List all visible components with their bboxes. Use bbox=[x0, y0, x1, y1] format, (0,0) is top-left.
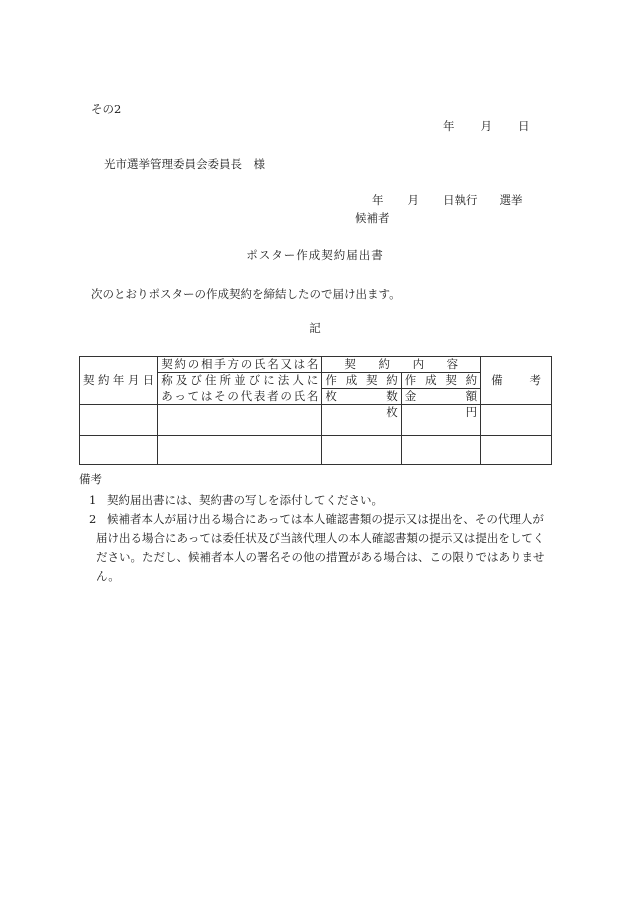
header-contract-date: 契約年月日 bbox=[80, 357, 158, 405]
cell-amount[interactable] bbox=[401, 405, 480, 436]
cell-remarks[interactable] bbox=[481, 405, 552, 436]
header-party-line-3: あってはその代表者の氏名 bbox=[158, 389, 322, 405]
election-line bbox=[372, 195, 523, 207]
cell-party[interactable] bbox=[158, 436, 322, 465]
date-day-label: 日 bbox=[518, 119, 530, 133]
date-month-label: 月 bbox=[480, 119, 492, 133]
note-item bbox=[79, 510, 553, 586]
cell-qty[interactable] bbox=[322, 405, 401, 436]
candidate-label: 候補者 bbox=[355, 211, 390, 225]
cell-qty[interactable] bbox=[322, 436, 401, 465]
header-qty-line-2: 枚数 bbox=[322, 389, 401, 405]
cell-date[interactable] bbox=[80, 405, 158, 436]
election-day-label: 日執行 bbox=[443, 193, 478, 207]
cell-amount[interactable] bbox=[401, 436, 480, 465]
document-title: ポスター作成契約届出書 bbox=[246, 248, 384, 262]
note-text: 契約届出書には、契約書の写しを添付してください。 bbox=[107, 493, 383, 507]
form-number: その2 bbox=[91, 102, 122, 116]
election-year-label: 年 bbox=[372, 193, 384, 207]
election-type-label: 選挙 bbox=[499, 193, 523, 207]
note-number: 2 bbox=[89, 512, 97, 526]
header-remarks: 備考 bbox=[481, 357, 552, 405]
submission-date bbox=[443, 121, 530, 133]
header-amt-line-2: 金額 bbox=[401, 389, 480, 405]
header-qty-line-1: 作成契約 bbox=[322, 373, 401, 389]
header-contract-content: 契約内容 bbox=[322, 357, 481, 373]
note-text: 候補者本人が届け出る場合にあっては本人確認書類の提示又は提出を、その代理人が届け出る場合にあっては委任状及び当該代理人の本人確認書類の提示又は提出をしてください。ただし、候補者本人の署名その他の措置がある場合は、この限りではありません。 bbox=[96, 512, 545, 583]
note-item bbox=[79, 491, 553, 510]
notes-heading: 備考 bbox=[79, 472, 102, 486]
cell-remarks[interactable] bbox=[481, 436, 552, 465]
date-year-label: 年 bbox=[443, 119, 455, 133]
header-party-line-1: 契約の相手方の氏名又は名 bbox=[158, 357, 322, 373]
ki-marker: 記 bbox=[309, 321, 321, 335]
intro-text: 次のとおりポスターの作成契約を締結したので届け出ます。 bbox=[91, 287, 401, 301]
note-number: 1 bbox=[89, 493, 97, 507]
table-row bbox=[80, 405, 552, 436]
cell-party[interactable] bbox=[158, 405, 322, 436]
contract-table bbox=[79, 356, 552, 465]
unit-yen: 円 bbox=[465, 405, 478, 419]
header-party-line-2: 称及び住所並びに法人に bbox=[158, 373, 322, 389]
addressee: 光市選挙管理委員会委員長 様 bbox=[104, 157, 265, 171]
unit-sheets: 枚 bbox=[386, 405, 398, 419]
header-amt-line-1: 作成契約 bbox=[401, 373, 480, 389]
election-month-label: 月 bbox=[407, 193, 419, 207]
cell-date[interactable] bbox=[80, 436, 158, 465]
table-row bbox=[80, 436, 552, 465]
